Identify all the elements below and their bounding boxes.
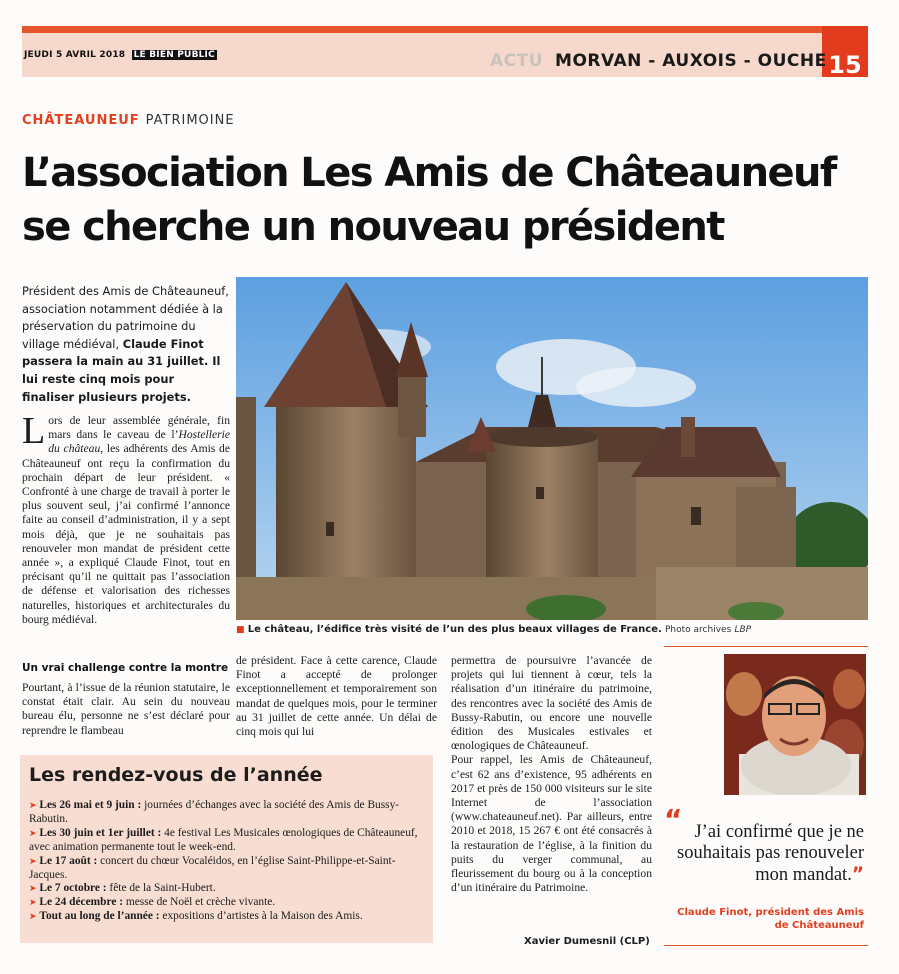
- event-item: [29, 855, 427, 883]
- body-p3: de président. Face à cette carence, Claude Finot a accepté de prolonger exceptionnellement et temporairement son mandat de quelques mois, pour le terminer au 31 juillet de cette année. Un délai de cinq mois qui lui: [236, 654, 437, 739]
- event-item: [29, 882, 427, 896]
- arrow-icon: ➤: [29, 855, 37, 866]
- event-date: Le 17 août :: [39, 854, 98, 867]
- pull-quote: [664, 822, 864, 886]
- quote-attribution: Claude Finot, président des Amis de Châteauneuf: [677, 907, 864, 931]
- kicker-topic: PATRIMOINE: [145, 113, 235, 128]
- event-date: Le 24 décembre :: [39, 896, 124, 909]
- event-text: messe de Noël et crèche vivante.: [123, 896, 276, 909]
- drop-cap: L: [22, 410, 46, 452]
- event-item: [29, 799, 427, 827]
- body-p5: Pour rappel, les Amis de Châteauneuf, c’est 62 ans d’existence, 95 adhérents en 2017 et près de 150 000 visiteurs sur le site Internet de l’association (www.chateauneuf.net). Par ailleurs, entre 2010 et 2018, 15 267 € ont été consacrés à la restauration de l’église, à la finition du puits du verger communal, au fleurissement du bourg ou à la conception d’un itinéraire du Patrimoine.: [451, 753, 652, 895]
- standfirst-lead: Président des Amis de Châteauneuf, association notamment dédiée à la préservation du patrimoine du village médiéval,: [22, 284, 229, 351]
- standfirst-bold: Claude Finot passera la main au 31 juillet. Il lui reste cinq mois pour finaliser plusieurs projets.: [22, 336, 221, 404]
- article-headline: L’association Les Amis de Châteauneuf se cherche un nouveau président: [22, 150, 836, 250]
- event-date: Les 26 mai et 9 juin :: [39, 799, 142, 811]
- section-rubric: [490, 51, 827, 71]
- quote-close-mark: ”: [851, 864, 864, 885]
- event-item: [29, 910, 427, 924]
- publication-name: LE BIEN PUBLIC: [133, 50, 215, 60]
- article-standfirst: [22, 283, 229, 406]
- caption-text: Le château, l’édifice très visité de l’un des plus beaux villages de France.: [247, 624, 662, 635]
- body-column-3: [451, 654, 652, 895]
- event-date: Tout au long de l’année :: [39, 910, 160, 923]
- event-text: fête de la Saint-Hubert.: [106, 882, 216, 895]
- arrow-icon: ➤: [29, 897, 37, 908]
- event-item: [29, 896, 427, 910]
- page-number: 15: [828, 51, 862, 79]
- article-byline: Xavier Dumesnil (CLP): [524, 936, 650, 947]
- body-p4: permettra de poursuivre l’avancée de projets qui lui tiennent à cœur, tels la réalisation d’un itinéraire du patrimoine, des rencontres avec la société des Amis de Bussy-Rabutin, ou encore une nouvelle édition des Musicales estivales et œnologiques de Châteauneuf.: [451, 654, 652, 753]
- photo-credit-prefix: Photo archives: [665, 625, 732, 635]
- pull-quote-text: J’ai confirmé que je ne souhaitais pas renouveler mon mandat.: [677, 822, 864, 885]
- kicker-place: CHÂTEAUNEUF: [22, 113, 140, 128]
- events-list: [29, 799, 427, 924]
- quote-open-mark: “: [664, 803, 683, 836]
- body-p1-b: , les adhérents des Amis de Châteauneuf ont reçu la confirmation du prochain départ de leur président. « Confronté à une charge de travail à porter le plus souvent seul, j’ai confirmé l’annonce faite au conseil d’administration, il y a sept mois déjà, que je ne souhaitais pas renouveler mon mandat de président cette année », a expliqué Claude Finot, tout en précisant qu’il ne quittait pas l’association de défense et valorisation des richesses naturelles, historiques et architecturales du bourg médiéval.: [22, 442, 230, 626]
- body-subhead: Un vrai challenge contre la montre: [22, 662, 229, 674]
- event-text: expositions d’artistes à la Maison des Amis.: [159, 910, 363, 923]
- caption-square-icon: ■: [236, 625, 245, 635]
- portrait-photo: [724, 654, 866, 795]
- body-p1-italic: Hostellerie du château: [48, 428, 230, 456]
- dateline: [24, 50, 217, 60]
- event-item: [29, 827, 427, 855]
- arrow-icon: ➤: [29, 800, 37, 810]
- photo-caption: [236, 624, 876, 635]
- section-label: ACTU: [490, 51, 544, 71]
- page-number-box: [822, 26, 868, 77]
- region-label: MORVAN - AUXOIS - OUCHE: [555, 51, 827, 71]
- event-date: Les 30 juin et 1er juillet :: [39, 826, 162, 839]
- body-column-1-continued: [22, 681, 230, 738]
- article-kicker: [22, 113, 235, 128]
- quote-top-rule: [664, 646, 868, 647]
- event-text: 4e festival Les Musicales œnologiques de Châteauneuf, avec animation permanente tout le week-end.: [29, 826, 418, 853]
- arrow-icon: ➤: [29, 883, 37, 894]
- body-column-1: [22, 410, 230, 627]
- body-p2: Pourtant, à l’issue de la réunion statutaire, le constat était clair. Au sein du nouveau bureau élu, personne ne s’est déclaré pour reprendre le flambeau: [22, 681, 230, 737]
- body-p1-a: ors de leur assemblée générale, fin mars dans le caveau de l’: [48, 414, 230, 442]
- event-text: concert du chœur Vocaléidos, en l’église Saint-Philippe-et-Saint-Jacques.: [29, 854, 396, 881]
- event-date: Le 7 octobre :: [39, 882, 107, 895]
- quote-bottom-rule: [664, 945, 868, 946]
- issue-date: JEUDI 5 AVRIL 2018: [24, 50, 126, 60]
- events-box-title: Les rendez-vous de l’année: [29, 764, 323, 786]
- arrow-icon: ➤: [29, 911, 37, 922]
- events-box: [20, 755, 433, 943]
- header-top-rule: [22, 26, 868, 33]
- arrow-icon: ➤: [29, 827, 37, 838]
- event-text: journées d’échanges avec la société des Amis de Bussy-Rabutin.: [29, 799, 400, 825]
- body-column-2: [236, 654, 437, 739]
- castle-photo: [236, 277, 868, 620]
- photo-credit-source: LBP: [734, 625, 752, 635]
